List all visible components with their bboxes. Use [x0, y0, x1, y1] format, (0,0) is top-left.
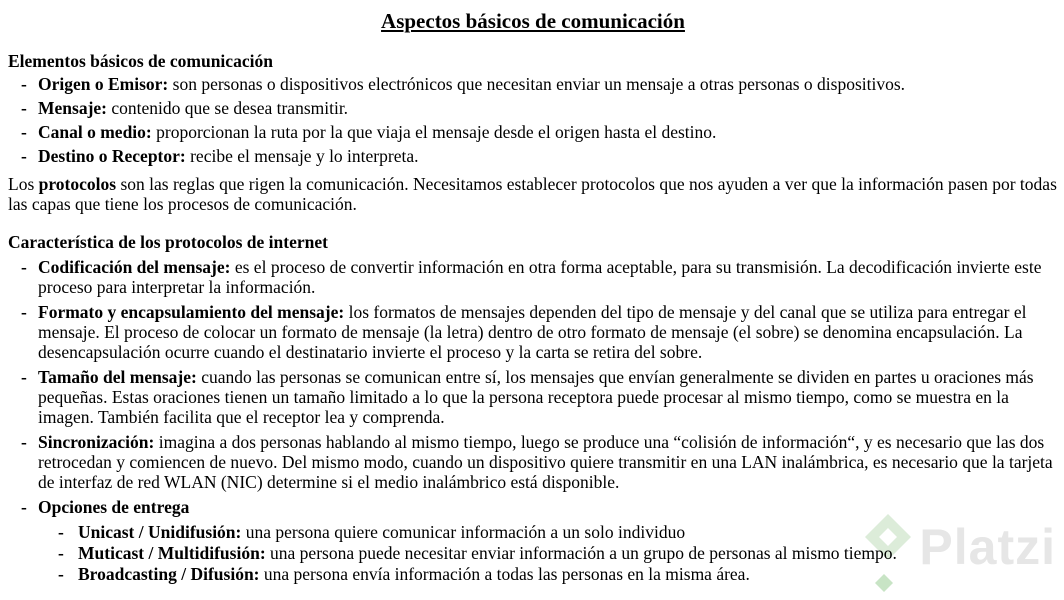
bullet-text: cuando las personas se comunican entre sí, los mensajes que envían generalmente se dividen en partes u oraciones más pequeñas. Estas oraciones tienen un tamaño limitado a lo que la persona receptora puede procesar al mismo tiempo, como se muestra en la imagen. También facilita que el receptor lea y comprenda. [38, 367, 1034, 427]
dash-marker: - [58, 564, 64, 584]
bullet-lead: Opciones de entrega [38, 497, 190, 517]
bullet-lead: Origen o Emisor: [38, 74, 169, 94]
bullet-lead: Mensaje: [38, 98, 108, 118]
dash-marker: - [21, 98, 27, 118]
dash-marker: - [21, 497, 27, 517]
bullet-text: son personas o dispositivos electrónicos que necesitan enviar un mensaje a otras personas o dispositivos. [168, 74, 906, 94]
section-heading-elementos: Elementos básicos de comunicación [8, 51, 273, 71]
section-heading-caracteristica: Característica de los protocolos de internet [8, 232, 328, 252]
bullet-text: una persona envía información a todas las personas en la misma área. [259, 564, 750, 584]
paragraph-text: Los [8, 174, 39, 194]
dash-marker: - [21, 432, 27, 452]
bullet-item [8, 497, 1058, 517]
dash-marker: - [21, 74, 27, 94]
bullet-text: una persona puede necesitar enviar información a un grupo de personas al mismo tiempo. [265, 543, 897, 563]
protocolos-bullet-list [8, 257, 1058, 584]
page-title [8, 8, 1058, 35]
bullet-text: es el proceso de convertir información en otra forma aceptable, para su transmisión. La decodificación invierte este proceso para interpretar la información. [38, 257, 1042, 297]
bullet-item [8, 74, 1058, 94]
bullet-text: contenido que se desea transmitir. [107, 98, 349, 118]
bullet-text: imagina a dos personas hablando al mismo tiempo, luego se produce una “colisión de información“, y es necesario que las dos retrocedan y comiencen de nuevo. Del mismo modo, cuando un dispositivo quiere transmitir en una LAN inalámbrica, es necesario que la tarjeta de interfaz de red WLAN (NIC) determine si el medio inalámbrico está disponible. [38, 432, 1053, 492]
sub-bullet-item [8, 543, 1058, 563]
bullet-item [8, 122, 1058, 142]
paragraph-bold-word: protocolos [38, 174, 117, 194]
bullet-lead: Tamaño del mensaje: [38, 367, 197, 387]
elementos-bullet-list [8, 74, 1058, 166]
protocols-paragraph [8, 174, 1058, 214]
dash-marker: - [21, 257, 27, 277]
bullet-item [8, 257, 1058, 297]
sub-bullet-item [8, 564, 1058, 584]
dash-marker: - [58, 543, 64, 563]
dash-marker: - [58, 522, 64, 542]
dash-marker: - [21, 146, 27, 166]
bullet-item [8, 98, 1058, 118]
dash-marker: - [21, 302, 27, 322]
bullet-text: los formatos de mensajes dependen del tipo de mensaje y del canal que se utiliza para entregar el mensaje. El proceso de colocar un formato de mensaje (la letra) dentro de otro formato de mensaje (el sobre) se denomina encapsulación. La desencapsulación ocurre cuando el destinatario invierte el proceso y la carta se retira del sobre. [38, 302, 1027, 362]
bullet-text: recibe el mensaje y lo interpreta. [185, 146, 419, 166]
paragraph-text: son las reglas que rigen la comunicación. Necesitamos establecer protocolos que nos ayuden a ver que la información pasen por todas las capas que tiene los procesos de comunicación. [8, 174, 1057, 214]
bullet-item [8, 302, 1058, 362]
bullet-item [8, 432, 1058, 492]
dash-marker: - [21, 367, 27, 387]
bullet-lead: Unicast / Unidifusión: [78, 522, 242, 542]
bullet-lead: Destino o Receptor: [38, 146, 186, 166]
bullet-text: una persona quiere comunicar información a un solo individuo [241, 522, 686, 542]
bullet-lead: Canal o medio: [38, 122, 152, 142]
sub-bullet-item [8, 522, 1058, 542]
bullet-lead: Broadcasting / Difusión: [78, 564, 260, 584]
bullet-lead: Codificación del mensaje: [38, 257, 231, 277]
page-title-text: Aspectos básicos de comunicación [381, 9, 685, 33]
bullet-item [8, 146, 1058, 166]
bullet-lead: Sincronización: [38, 432, 155, 452]
watermark-brand-text: Platzi [919, 519, 1056, 575]
opciones-sub-list [8, 519, 1058, 584]
bullet-text: proporcionan la ruta por la que viaja el mensaje desde el origen hasta el destino. [151, 122, 717, 142]
bullet-lead: Formato y encapsulamiento del mensaje: [38, 302, 345, 322]
document-page [8, 8, 1058, 584]
dash-marker: - [21, 122, 27, 142]
bullet-lead: Muticast / Multidifusión: [78, 543, 266, 563]
bullet-item [8, 367, 1058, 427]
